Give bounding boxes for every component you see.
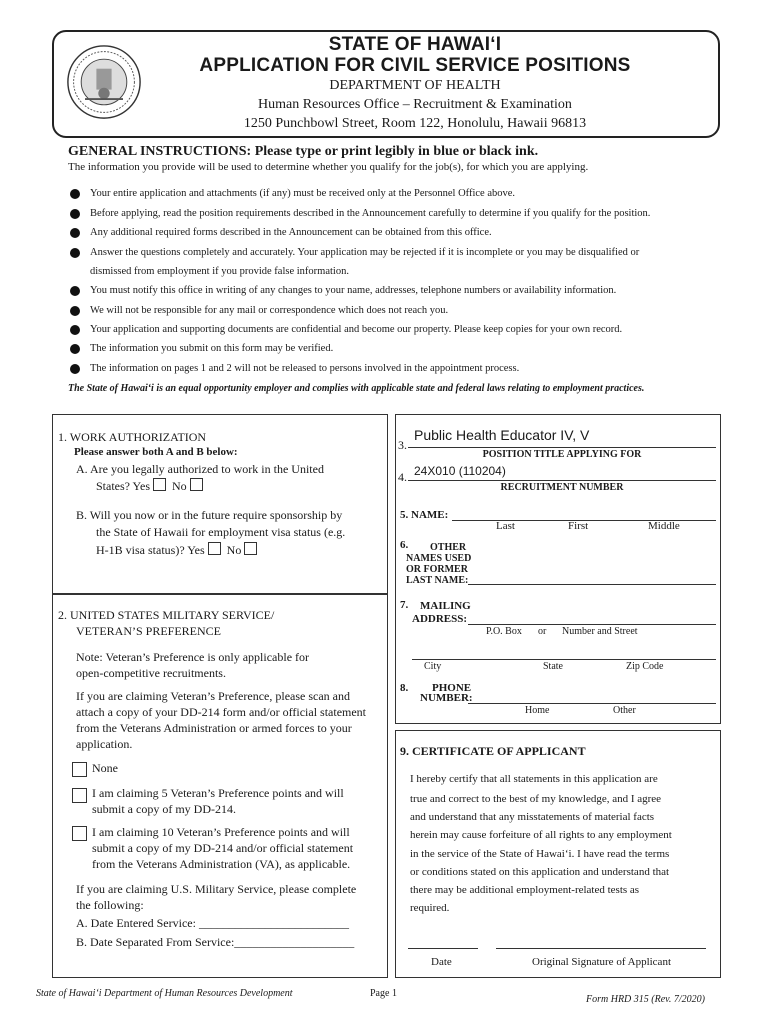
- bullet-icon: [70, 248, 80, 258]
- phone-number: 8.: [400, 682, 409, 694]
- other-names-field[interactable]: [468, 584, 716, 585]
- name-middle-label: Middle: [648, 520, 680, 532]
- bullet-icon: [70, 286, 80, 296]
- pobox-label: P.O. Box: [486, 626, 522, 637]
- certificate-line: I hereby certify that all statements in this application are: [410, 773, 658, 785]
- certificate-line: or conditions stated on this application and understand that: [410, 866, 670, 878]
- applicant-signature-field[interactable]: [496, 948, 706, 949]
- zip-label: Zip Code: [626, 661, 664, 672]
- date-separated-field[interactable]: B. Date Separated From Service:____________________: [76, 935, 355, 949]
- veteran-note-2: open-competitive recruitments.: [76, 666, 226, 680]
- certificate-line: and understand that any misstatements of material facts: [410, 811, 655, 823]
- qb-yes-checkbox[interactable]: [208, 542, 221, 555]
- ten-points-checkbox[interactable]: [72, 826, 87, 841]
- footer-page: Page 1: [370, 988, 397, 999]
- other-names-label-2: NAMES USED: [406, 553, 472, 564]
- instructions-subtitle: The information you provide will be used to determine whether you qualify for the job(s), for which you are applying.: [68, 161, 589, 173]
- mailing-number: 7.: [400, 599, 409, 611]
- military-heading-2: VETERAN’S PREFERENCE: [76, 624, 222, 638]
- office: Human Resources Office – Recruitment & Examination: [258, 97, 572, 112]
- signature-label: Original Signature of Applicant: [532, 956, 671, 968]
- mailing-label-1: MAILING: [420, 600, 471, 612]
- footer-form-number: Form HRD 315 (Rev. 7/2020): [586, 994, 705, 1005]
- phone-label-2: NUMBER:: [420, 692, 473, 704]
- mailing-address-field[interactable]: [468, 624, 716, 625]
- military-heading-1: 2. UNITED STATES MILITARY SERVICE/: [58, 608, 275, 622]
- none-checkbox[interactable]: [72, 762, 87, 777]
- ten-points-label-3: from the Veterans Administration (VA), as applicable.: [92, 857, 351, 871]
- bullet-icon: [70, 228, 80, 238]
- bullet-icon: [70, 325, 80, 335]
- position-title-value[interactable]: Public Health Educator IV, V: [414, 427, 590, 443]
- item-4-number: 4.: [398, 470, 407, 484]
- office-address: 1250 Punchbowl Street, Room 122, Honolulu, Hawaii 96813: [243, 116, 587, 131]
- other-names-label-3: OR FORMER: [406, 564, 468, 575]
- other-names-label-1: OTHER: [430, 542, 467, 553]
- recruitment-number-value[interactable]: 24X010 (110204): [414, 464, 506, 478]
- name-first-label: First: [568, 520, 589, 532]
- question-a-line1: A. Are you legally authorized to work in the United: [76, 462, 324, 476]
- or-label: or: [538, 626, 547, 637]
- city-state-zip-field[interactable]: [412, 659, 716, 660]
- phone-home-label: Home: [525, 705, 550, 716]
- other-names-number: 6.: [400, 539, 409, 551]
- state-seal-icon: [66, 44, 142, 120]
- claim-text-2: attach a copy of your DD-214 form and/or official statement: [76, 705, 367, 719]
- certificate-line: required.: [410, 902, 450, 914]
- name-label: 5. NAME:: [400, 509, 449, 521]
- date-entered-field[interactable]: A. Date Entered Service: _________________________: [76, 916, 349, 930]
- state-label: State: [543, 661, 563, 672]
- certificate-line: herein may cause forfeiture of all rights to any employment: [410, 829, 672, 841]
- phone-field[interactable]: [468, 703, 716, 704]
- us-service-1: If you are claiming U.S. Military Service, please complete: [76, 882, 357, 896]
- qa-yes-checkbox[interactable]: [153, 478, 166, 491]
- form-title: STATE OF HAWAIʻI: [328, 34, 502, 55]
- qa-no-checkbox[interactable]: [190, 478, 203, 491]
- veteran-note-1: Note: Veteran’s Preference is only applicable for: [76, 650, 310, 664]
- item-3-number: 3.: [398, 438, 407, 452]
- five-points-label-2: submit a copy of my DD-214.: [92, 802, 236, 816]
- bullet-icon: [70, 209, 80, 219]
- qb-no-checkbox[interactable]: [244, 542, 257, 555]
- eeo-statement: The State of Hawaiʻi is an equal opportunity employer and complies with applicable state and federal laws relating to employment practices.: [68, 383, 645, 394]
- ten-points-label-1: I am claiming 10 Veteran’s Preference points and will: [92, 825, 350, 839]
- form-subtitle: APPLICATION FOR CIVIL SERVICE POSITIONS: [199, 55, 631, 76]
- other-names-label-4: LAST NAME:: [406, 575, 469, 586]
- question-b-answer: H-1B visa status)? Yes No: [96, 542, 260, 558]
- date-label: Date: [431, 956, 452, 968]
- five-points-label-1: I am claiming 5 Veteran’s Preference points and will: [92, 786, 344, 800]
- certificate-line: in the service of the State of Hawaiʻi. I have read the terms: [410, 848, 670, 860]
- claim-text-3: from the Veterans Administration or armed forces to your: [76, 721, 352, 735]
- us-service-2: the following:: [76, 898, 144, 912]
- position-title-line: [408, 447, 716, 448]
- question-b-line2: the State of Hawaii for employment visa status (e.g.: [96, 525, 346, 539]
- certificate-heading: 9. CERTIFICATE OF APPLICANT: [400, 744, 586, 758]
- phone-label-1: PHONE: [432, 682, 472, 694]
- claim-text-4: application.: [76, 737, 133, 751]
- five-points-checkbox[interactable]: [72, 788, 87, 803]
- bullet-icon: [70, 306, 80, 316]
- bullet-icon: [70, 344, 80, 354]
- certificate-line: there may be additional employment-related tests as: [410, 884, 640, 896]
- name-last-label: Last: [496, 520, 515, 532]
- recruitment-number-label: RECRUITMENT NUMBER: [500, 482, 624, 493]
- claim-text-1: If you are claiming Veteran’s Preference, please scan and: [76, 689, 350, 703]
- recruitment-number-line: [408, 480, 716, 481]
- street-label: Number and Street: [562, 626, 638, 637]
- certificate-line: true and correct to the best of my knowledge, and I agree: [410, 793, 662, 805]
- city-label: City: [424, 661, 442, 672]
- work-auth-heading: 1. WORK AUTHORIZATION: [58, 430, 207, 444]
- instructions-title: GENERAL INSTRUCTIONS: Please type or print legibly in blue or black ink.: [68, 144, 539, 159]
- work-auth-sub: Please answer both A and B below:: [74, 446, 238, 458]
- question-b-line1: B. Will you now or in the future require sponsorship by: [76, 508, 343, 522]
- question-a-answer: States? Yes No: [96, 478, 206, 494]
- mailing-label-2: ADDRESS:: [412, 613, 468, 625]
- ten-points-label-2: submit a copy of my DD-214 and/or official statement: [92, 841, 354, 855]
- date-signature-field[interactable]: [408, 948, 478, 949]
- footer-department: State of Hawaiʻi Department of Human Resources Development: [36, 988, 293, 999]
- department: DEPARTMENT OF HEALTH: [329, 78, 501, 93]
- none-label: None: [92, 761, 118, 775]
- bullet-icon: [70, 364, 80, 374]
- bullet-icon: [70, 189, 80, 199]
- position-title-label: POSITION TITLE APPLYING FOR: [482, 449, 642, 460]
- phone-other-label: Other: [613, 705, 636, 716]
